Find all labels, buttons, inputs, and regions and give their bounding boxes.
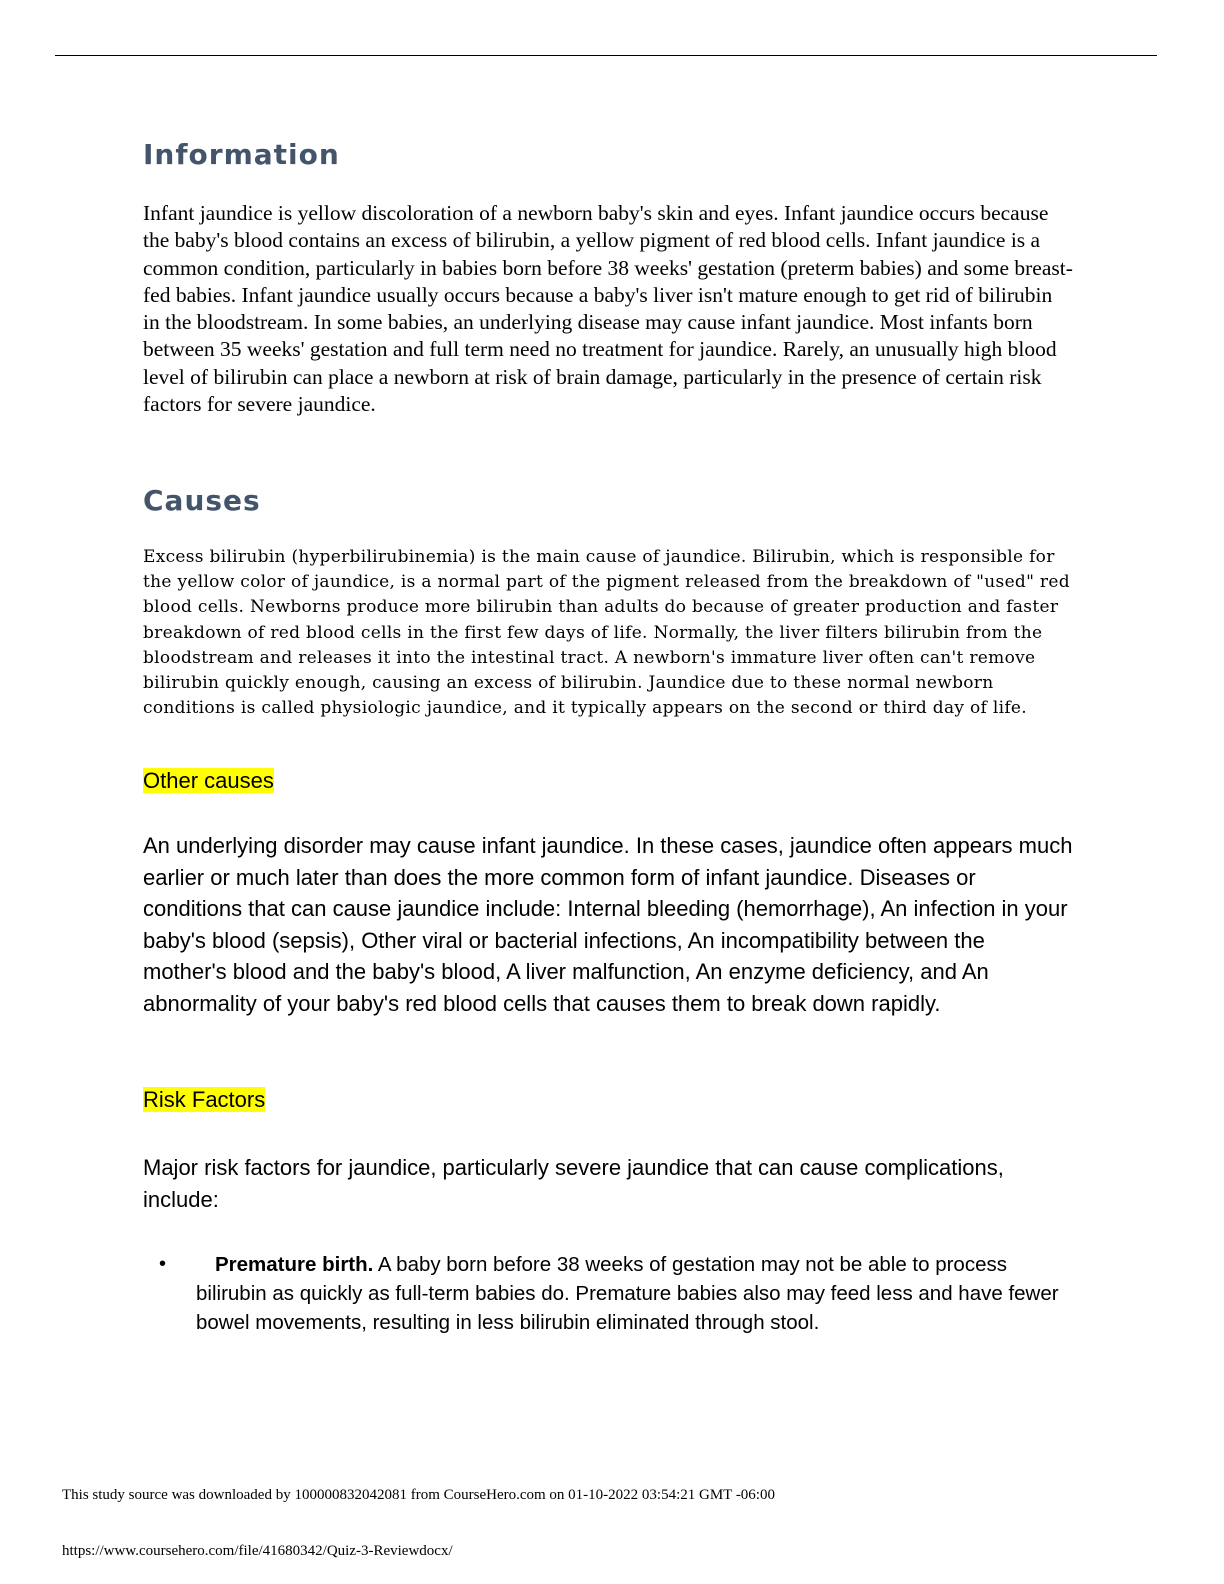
risk-factors-highlight: Risk Factors — [143, 1087, 266, 1112]
other-causes-heading — [143, 766, 274, 796]
list-item — [143, 1250, 1073, 1337]
footer-url[interactable]: https://www.coursehero.com/file/41680342/Quiz-3-Reviewdocx/ — [62, 1543, 453, 1559]
footer-source-line: This study source was downloaded by 100000832042081 from CourseHero.com on 01-10-2022 03:54:21 GMT -06:00 — [62, 1487, 775, 1503]
top-rule — [55, 55, 1157, 56]
risk-factor-text: A baby born before 38 weeks of gestation may not be able to process bilirubin as quickly as full-term babies do. Premature babies also may feed less and have fewer bowel movements, resulting in less bilirubin eliminated through stool. — [196, 1253, 1059, 1334]
risk-factors-list — [143, 1250, 1073, 1337]
other-causes-highlight: Other causes — [143, 768, 274, 793]
information-heading: Information — [143, 138, 340, 171]
risk-factor-title: Premature birth. — [215, 1253, 374, 1276]
risk-factors-intro: Major risk factors for jaundice, particularly severe jaundice that can cause complications, include: — [143, 1155, 1004, 1212]
risk-factors-heading — [143, 1085, 265, 1115]
other-causes-paragraph: An underlying disorder may cause infant jaundice. In these cases, jaundice often appears much earlier or much later than does the more common form of infant jaundice. Diseases or conditions that can cause jaundice include: Internal bleeding (hemorrhage), An infection in your baby's blood (sepsis), Other viral or bacterial infections, An incompatibility between the mother's blood and the baby's blood, A liver malfunction, An enzyme deficiency, and An abnormality of your baby's red blood cells that causes them to break down rapidly. — [143, 833, 1073, 1016]
causes-paragraph: Excess bilirubin (hyperbilirubinemia) is the main cause of jaundice. Bilirubin, which is responsible for the yellow color of jaundice, is a normal part of the pigment released from the breakdown of "used" red blood cells. Newborns produce more bilirubin than adults do because of greater production and faster breakdown of red blood cells in the first few days of life. Normally, the liver filters bilirubin from the bloodstream and releases it into the intestinal tract. A newborn's immature liver often can't remove bilirubin quickly enough, causing an excess of bilirubin. Jaundice due to these normal newborn conditions is called physiologic jaundice, and it typically appears on the second or third day of life. — [143, 547, 1070, 719]
information-paragraph: Infant jaundice is yellow discoloration of a newborn baby's skin and eyes. Infant jaundice occurs because the baby's blood contains an excess of bilirubin, a yellow pigment of red blood cells. Infant jaundice is a common condition, particularly in babies born before 38 weeks' gestation (preterm babies) and some breast-fed babies. Infant jaundice usually occurs because a baby's liver isn't mature enough to get rid of bilirubin in the bloodstream. In some babies, an underlying disease may cause infant jaundice. Most infants born between 35 weeks' gestation and full term need no treatment for jaundice. Rarely, an unusually high blood level of bilirubin can place a newborn at risk of brain damage, particularly in the presence of certain risk factors for severe jaundice. — [143, 201, 1073, 417]
causes-heading: Causes — [143, 484, 261, 517]
bullet-icon: • — [159, 1253, 167, 1275]
